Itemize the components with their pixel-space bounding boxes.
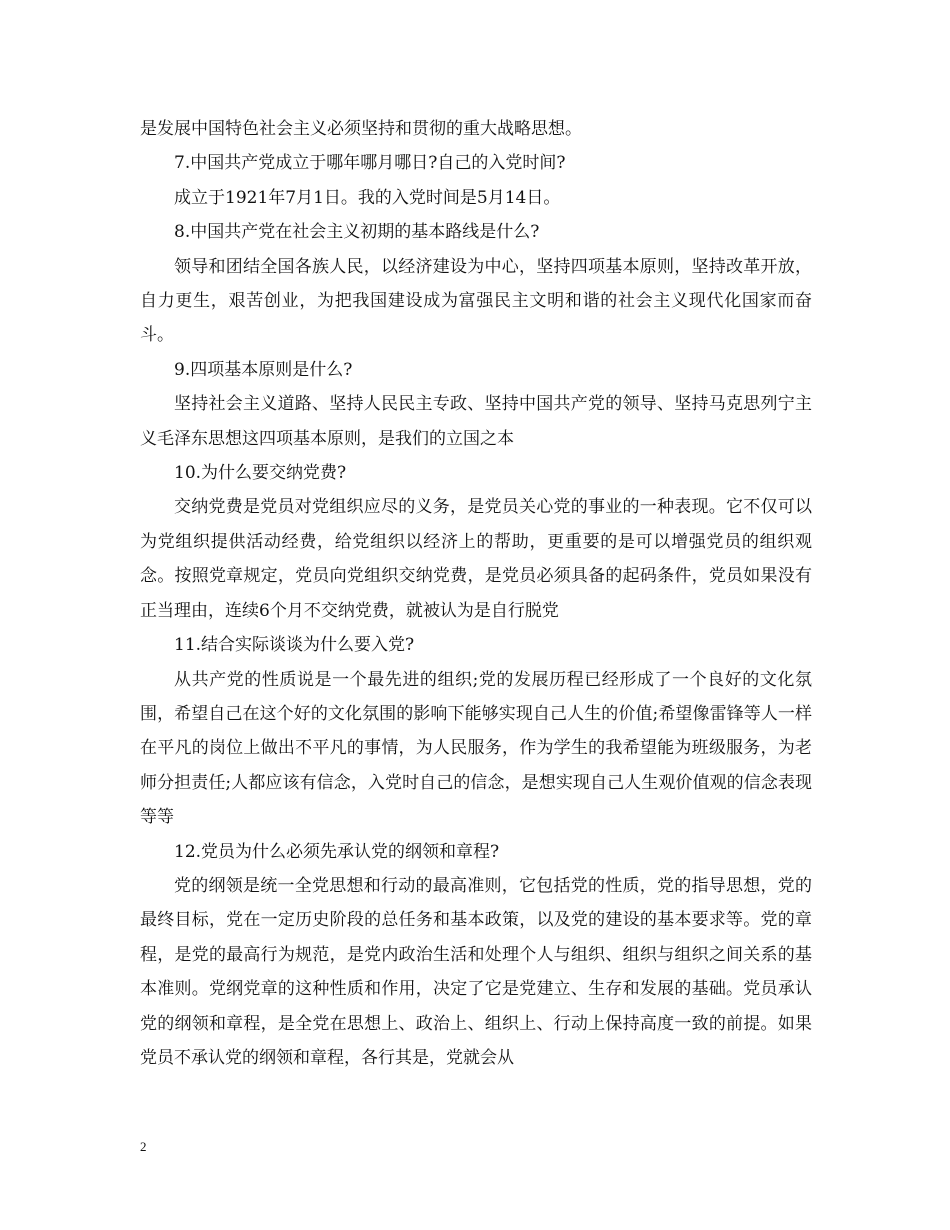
question-9: 9.四项基本原则是什么?	[174, 359, 353, 380]
answer-10: 交纳党费是党员对党组织应尽的义务，是党员关心党的事业的一种表现。它不仅可以为党组织提供活动经费，给党组织以经济上的帮助，更重要的是可以增强党员的组织观念。按照党章规定，党员向党组织交纳党费，是党员必须具备的起码条件，党员如果没有正当理由，连续6个月不交纳党费，就被认为是自行脱党	[140, 497, 812, 621]
answer-9: 坚持社会主义道路、坚持人民民主专政、坚持中国共产党的领导、坚持马克思列宁主义毛泽东思想这四项基本原则，是我们的立国之本	[140, 394, 812, 449]
question-8: 8.中国共产党在社会主义初期的基本路线是什么?	[174, 222, 540, 243]
document-body	[140, 112, 812, 1075]
answer-11: 从共产党的性质说是一个最先进的组织;党的发展历程已经形成了一个良好的文化氛围，希望自己在这个好的文化氛围的影响下能够实现自己人生的价值;希望像雷锋等人一样在平凡的岗位上做出不平凡的事情，为人民服务，作为学生的我希望能为班级服务，为老师分担责任;人都应该有信念，入党时自己的信念，是想实现自己人生观价值观的信念表现等等	[140, 669, 812, 828]
answer-8: 领导和团结全国各族人民，以经济建设为中心，坚持四项基本原则，坚持改革开放，自力更生，艰苦创业，为把我国建设成为富强民主文明和谐的社会主义现代化国家而奋斗。	[140, 256, 812, 346]
answer-7: 成立于1921年7月1日。我的入党时间是5月14日。	[174, 187, 561, 208]
question-10: 10.为什么要交纳党费?	[174, 463, 347, 484]
paragraph-continuation: 是发展中国特色社会主义必须坚持和贯彻的重大战略思想。	[140, 119, 582, 139]
answer-12: 党的纲领是统一全党思想和行动的最高准则，它包括党的性质，党的指导思想，党的最终目标，党在一定历史阶段的总任务和基本政策，以及党的建设的基本要求等。党的章程，是党的最高行为规范，是党内政治生活和处理个人与组织、组织与组织之间关系的基本准则。党纲党章的这种性质和作用，决定了它是党建立、生存和发展的基础。党员承认党的纲领和章程，是全党在思想上、政治上、组织上、行动上保持高度一致的前提。如果党员不承认党的纲领和章程，各行其是，党就会从	[140, 875, 812, 1068]
question-7: 7.中国共产党成立于哪年哪月哪日?自己的入党时间?	[174, 153, 566, 174]
question-12: 12.党员为什么必须先承认党的纲领和章程?	[174, 841, 500, 862]
page-number: 2	[140, 1139, 147, 1154]
question-11: 11.结合实际谈谈为什么要入党?	[174, 635, 415, 656]
